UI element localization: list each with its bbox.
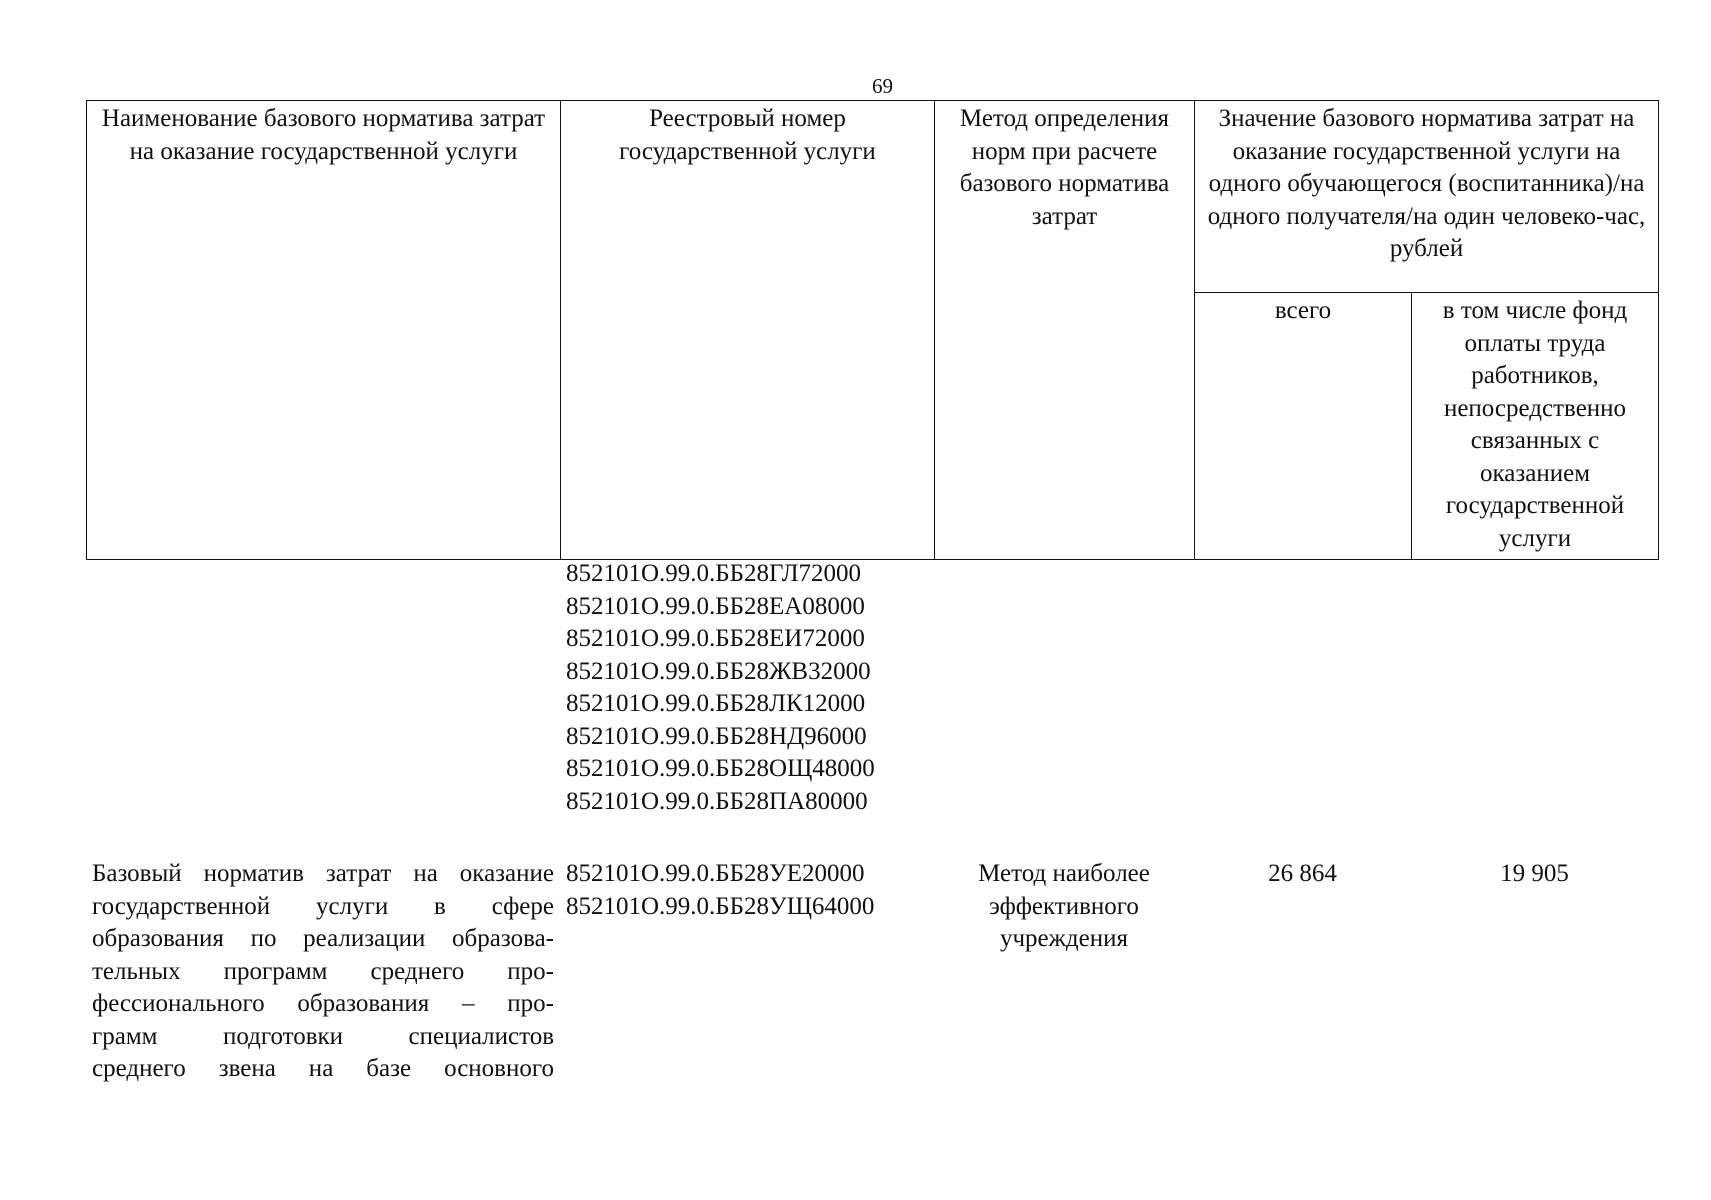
norm-name-line: фессионального образования – про- <box>92 990 554 1017</box>
norm-name-line: грамм подготовки специалистов <box>92 1022 554 1050</box>
header-fot-label: в том числе фонд оплаты труда работников, непосредственно связанных с оказанием государственной услуги <box>1442 297 1628 552</box>
norm-name-line: образования по реализации образова- <box>92 925 554 952</box>
header-name-label: Наименование базового норматива затрат на оказание государственной услуги <box>101 105 546 165</box>
norm-name-line: Базовый норматив затрат на оказание <box>92 860 554 887</box>
norm-name-line: государственной услуги в сфере <box>92 892 554 920</box>
registry-code: 852101О.99.0.ББ28ЕА08000 <box>566 592 865 620</box>
table-row <box>86 558 1658 818</box>
total-value: 26 864 <box>1268 860 1337 887</box>
empty-cell <box>934 558 1194 818</box>
registry-code: 852101О.99.0.ББ28ПА80000 <box>566 787 868 815</box>
header-registry-cell <box>561 101 935 560</box>
registry-code: 852101О.99.0.ББ28ОЩ48000 <box>566 755 875 782</box>
header-value-label: Значение базового норматива затрат на оказание государственной услуги на одного обучающегося (воспитанника)/на одного получателя/на один человеко-час, рублей <box>1207 105 1646 262</box>
norm-name-line: тельных программ среднего про- <box>92 957 554 985</box>
page-number: 69 <box>872 74 893 98</box>
fot-cell <box>1411 858 1658 1086</box>
registry-code: 852101О.99.0.ББ28ЖВ32000 <box>566 657 871 685</box>
registry-code: 852101О.99.0.ББ28НД96000 <box>566 722 867 750</box>
method-cell <box>934 858 1194 1086</box>
header-table <box>86 100 1659 560</box>
header-fot-cell <box>1412 293 1659 560</box>
fot-value: 19 905 <box>1500 860 1569 887</box>
registry-code: 852101О.99.0.ББ28УЩ64000 <box>566 892 875 920</box>
header-registry-label: Реестровый номер государственной услуги <box>619 105 876 165</box>
row-codes-cell <box>560 858 934 1086</box>
header-value-cell <box>1195 101 1659 293</box>
registry-code: 852101О.99.0.ББ28ЛК12000 <box>566 690 866 717</box>
registry-code: 852101О.99.0.ББ28ГЛ72000 <box>566 560 862 587</box>
norm-name-line: среднего звена на базе основного <box>92 1055 554 1082</box>
body-table <box>86 558 1658 1086</box>
registry-code: 852101О.99.0.ББ28УЕ20000 <box>566 860 865 887</box>
header-total-label: всего <box>1274 297 1332 324</box>
header-name-cell <box>87 101 561 560</box>
row-gap <box>86 818 1658 858</box>
empty-cell <box>1411 558 1658 818</box>
norm-name-cell <box>86 858 560 1086</box>
total-cell <box>1194 858 1411 1086</box>
header-method-label: Метод определения норм при расчете базового норматива затрат <box>959 105 1170 230</box>
empty-cell <box>86 558 560 818</box>
header-total-cell <box>1195 293 1412 560</box>
method-value: Метод наиболее эффективного учреждения <box>978 860 1150 952</box>
table-row <box>86 858 1658 1086</box>
empty-cell <box>1194 558 1411 818</box>
header-method-cell <box>935 101 1195 560</box>
continued-codes-cell <box>560 558 934 818</box>
registry-code: 852101О.99.0.ББ28ЕИ72000 <box>566 625 865 652</box>
